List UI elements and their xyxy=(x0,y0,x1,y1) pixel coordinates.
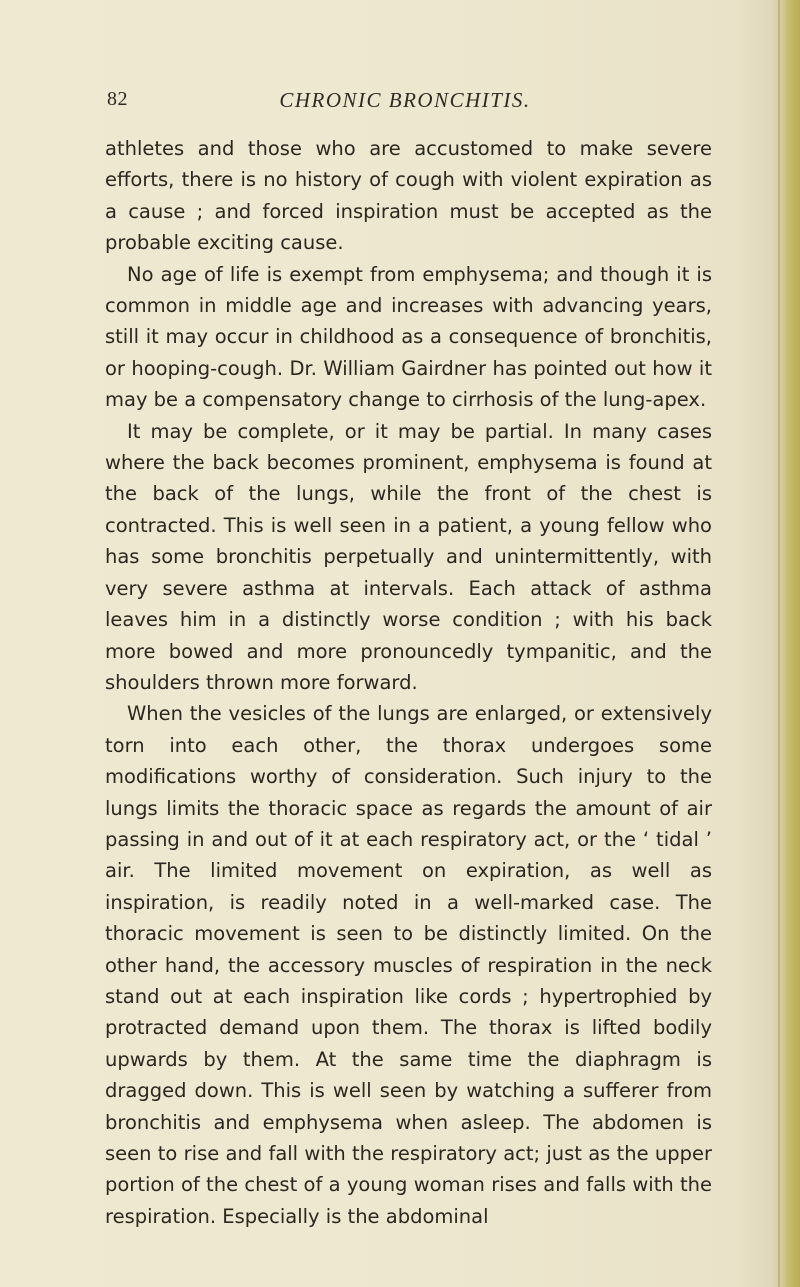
page-header xyxy=(0,88,800,118)
page-edge xyxy=(770,0,800,1287)
paragraph-3: It may be complete, or it may be partial. In many cases where the back becomes prominent, emphysema is found at the back of the lungs, while the front of the chest is contracted. This is well seen in a patient, a young fellow who has some bronchitis perpetually and unintermittently, with very severe asthma at intervals. Each attack of asthma leaves him in a distinctly worse condition ; with his back more bowed and more pronouncedly tympanitic, and the shoulders thrown more forward. xyxy=(105,419,712,694)
paragraph-2: No age of life is exempt from emphysema; and though it is common in middle age and increases with advancing years, still it may occur in childhood as a consequence of bronchitis, or hooping-cough. Dr. William Gairdner has pointed out how it may be a compensatory change to cirrhosis of the lung-apex. xyxy=(105,262,712,412)
paragraph-1: athletes and those who are accustomed to make severe efforts, there is no history of cough with violent expiration as a cause ; and forced inspiration must be accepted as the probable exciting cause. xyxy=(105,137,712,255)
paragraph-4: When the vesicles of the lungs are enlarged, or extensively torn into each other, the thorax undergoes some modifications worthy of consideration. Such injury to the lungs limits the thoracic space as regards the amount of air passing in and out of it at each respiratory act, or the ‘ tidal ’ air. The limited movement on expiration, as well as inspiration, is readily noted in a well-marked case. The thoracic movement is seen to be distinctly limited. On the other hand, the accessory muscles of respiration in the neck stand out at each inspiration like cords ; hypertrophied by protracted demand upon them. The thorax is lifted bodily upwards by them. At the same time the diaphragm is dragged down. This is well seen by watching a sufferer from bronchitis and emphysema when asleep. The abdomen is seen to rise and fall with the respiratory act; just as the upper portion of the chest of a young woman rises and falls with the respiration. Especially is the abdominal xyxy=(105,702,712,1228)
page-number: 82 xyxy=(107,88,128,110)
page-edge-line xyxy=(778,0,780,1287)
body-text xyxy=(105,133,712,1232)
running-title: CHRONIC BRONCHITIS. xyxy=(279,88,531,112)
